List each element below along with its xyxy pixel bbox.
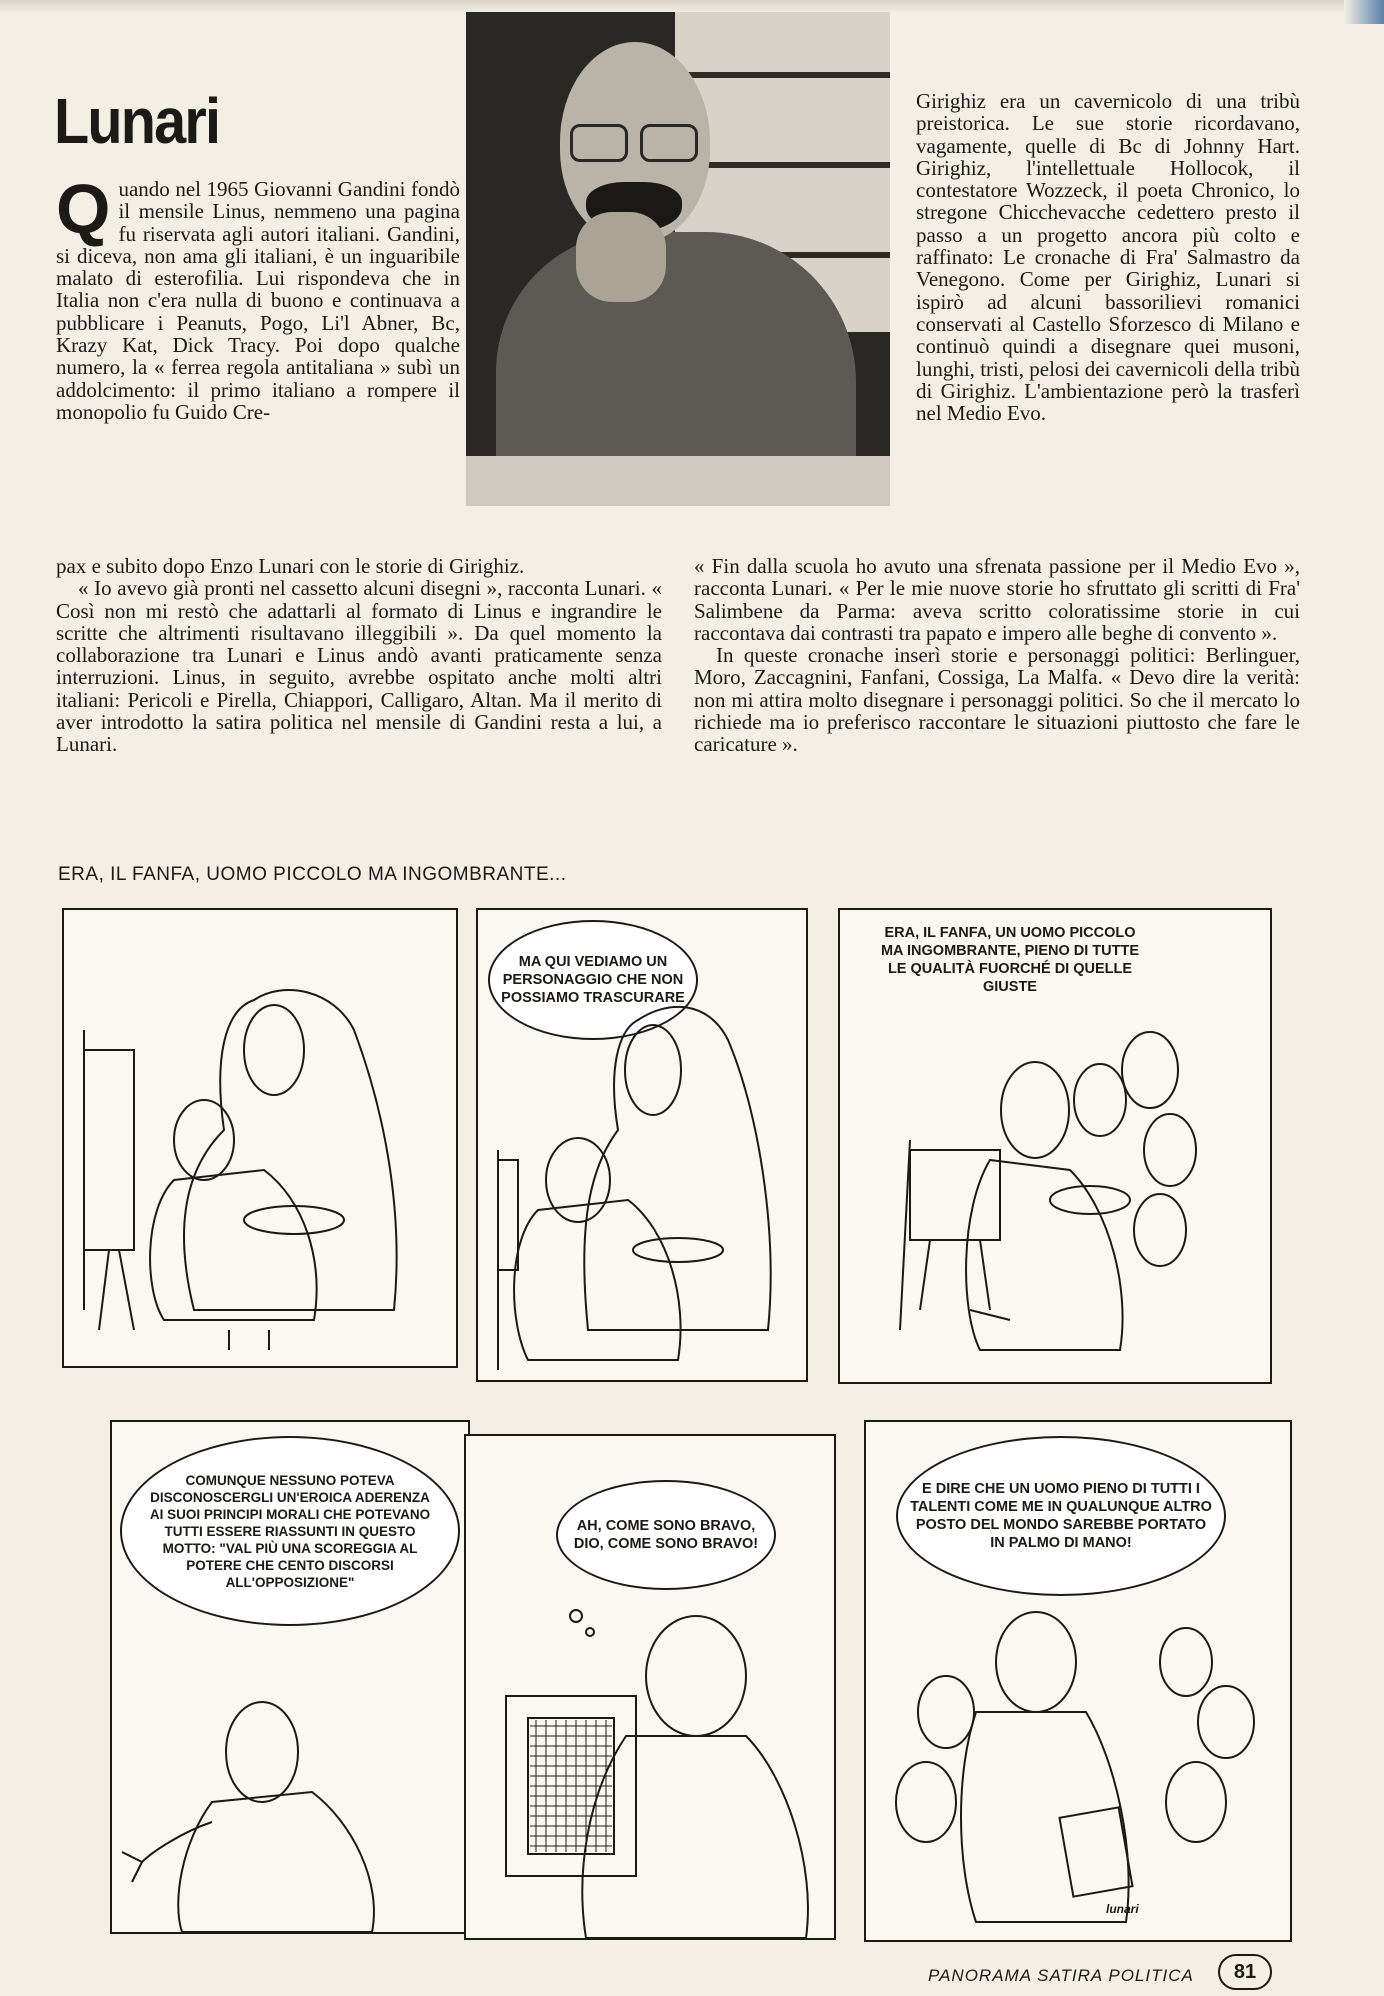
page-number: 81 bbox=[1218, 1954, 1272, 1990]
magazine-name: PANORAMA SATIRA POLITICA bbox=[928, 1966, 1194, 1985]
paragraph: « Io avevo già pronti nel cassetto alcuni disegni », racconta Lunari. « Così non mi restò che adattarli al formato di Linus e ingrandire le scritte che altrimenti risultavano illeggibili ». Da quel momento la collaborazione tra Lunari e Linus andò avanti praticamente senza interruzioni. Linus, in seguito, avrebbe ospitato anche molti altri italiani: Pericoli e Pirella, Chiappori, Calligaro, Altan. Ma il merito di aver introdotto la satira politica nel mensile di Gandini resta a lui, a Lunari. bbox=[56, 576, 662, 757]
article-column-left bbox=[56, 170, 460, 424]
comic-panel-1 bbox=[62, 908, 458, 1368]
paragraph: « Fin dalla scuola ho avuto una sfrenata passione per il Medio Evo », racconta Lunari. « Per le mie nuove storie ho sfruttato gli scritti di Fra' Salimbene da Parma: aveva scritto coloratissime storie in cui raccontava dai contrasti tra papato e impero alle beghe di convento ». bbox=[694, 554, 1300, 645]
article-title: Lunari bbox=[54, 85, 220, 157]
article-column-right bbox=[694, 555, 1300, 756]
speech-bubble: AH, COME SONO BRAVO, DIO, COME SONO BRAVO! bbox=[556, 1480, 776, 1590]
page-corner bbox=[1344, 0, 1384, 24]
friar-speaking-illustration bbox=[112, 1422, 468, 1932]
friars-painting-illustration bbox=[64, 910, 456, 1366]
artist-signature: lunari bbox=[1106, 1902, 1139, 1916]
column-right-top-text: Girighiz era un cavernicolo di una tribù preistorica. Le sue storie ricordavano, vagamente, quelle di Bc di Johnny Hart. Girighiz, l'intellettuale Hollocok, il contestatore Wozzeck, il poeta Chronico, lo stregone Chicchevacche cedettero presto il passo a un progetto ancora più colto e raffinato: Le cronache di Fra' Salmastro da Venegono. Come per Girighiz, Lunari si ispirò ad alcuni bassorilievi romanici conservati al Castello Sforzesco di Milano e continuò quindi a disegnare quei musoni, lunghi, tristi, pelosi dei cavernicoli della tribù di Girighiz. L'ambientazione però la trasferì nel Medio Evo. bbox=[916, 89, 1300, 426]
article-column-right-top bbox=[916, 90, 1300, 424]
comic-panel-5 bbox=[464, 1434, 836, 1940]
comic-panel-3 bbox=[838, 908, 1272, 1384]
friar-admiring-painting-illustration bbox=[466, 1436, 834, 1938]
speech-bubble: E DIRE CHE UN UOMO PIENO DI TUTTI I TALENTI COME ME IN QUALUNQUE ALTRO POSTO DEL MONDO SAREBBE PORTATO IN PALMO DI MANO! bbox=[896, 1436, 1226, 1596]
paragraph: pax e subito dopo Enzo Lunari con le storie di Girighiz. bbox=[56, 554, 525, 578]
friars-painting-illustration bbox=[478, 910, 806, 1380]
drop-cap: Q bbox=[56, 170, 111, 248]
comic-panel-2 bbox=[476, 908, 808, 1382]
friar-with-crowd-illustration bbox=[866, 1422, 1290, 1940]
friars-painting-illustration bbox=[840, 910, 1270, 1382]
column-left-text: uando nel 1965 Giovanni Gandini fondò il mensile Linus, nemmeno una pagina fu riservata agli autori italiani. Gandini, si diceva, non ama gli italiani, è un inguaribile malato di esterofilia. Lui rispondeva che in Italia non c'era nulla di buono e continuava a pubblicare i Peanuts, Pogo, Li'l Abner, Bc, Krazy Kat, Dick Tracy. Poi dopo qualche numero, la « ferrea regola antitaliana » subì un addolcimento: il primo italiano a rompere il monopolio fu Guido Cre- bbox=[56, 177, 460, 424]
article-column-wide bbox=[56, 555, 662, 756]
comic-caption: ERA, IL FANFA, UOMO PICCOLO MA INGOMBRANTE... bbox=[58, 864, 567, 885]
narration-text: ERA, IL FANFA, UN UOMO PICCOLO MA INGOMBRANTE, PIENO DI TUTTE LE QUALITÀ FUORCHÉ DI QUELLE GIUSTE bbox=[880, 925, 1140, 995]
paragraph: In queste cronache inserì storie e personaggi politici: Berlinguer, Moro, Zaccagnini, Fanfani, Cossiga, La Malfa. « Devo dire la verità: non mi attira molto disegnare i personaggi politici. So che il mercato lo richiede ma io preferisco raccontare le situazioni piuttosto che fare le caricature ». bbox=[694, 643, 1300, 757]
comic-panel-4 bbox=[110, 1420, 470, 1934]
author-hand bbox=[576, 212, 666, 302]
glasses-icon bbox=[570, 124, 700, 158]
author-photo bbox=[466, 12, 890, 506]
desk bbox=[466, 456, 890, 506]
comic-panel-6 bbox=[864, 1420, 1292, 1942]
speech-bubble: MA QUI VEDIAMO UN PERSONAGGIO CHE NON POSSIAMO TRASCURARE bbox=[488, 920, 698, 1040]
speech-bubble: COMUNQUE NESSUNO POTEVA DISCONOSCERGLI UN'EROICA ADERENZA AI SUOI PRINCIPI MORALI CHE POTEVANO TUTTI ESSERE RIASSUNTI IN QUESTO MOTTO: "VAL PIÙ UNA SCOREGGIA AL POTERE CHE CENTO DISCORSI ALL'OPPOSIZIONE" bbox=[120, 1436, 460, 1626]
